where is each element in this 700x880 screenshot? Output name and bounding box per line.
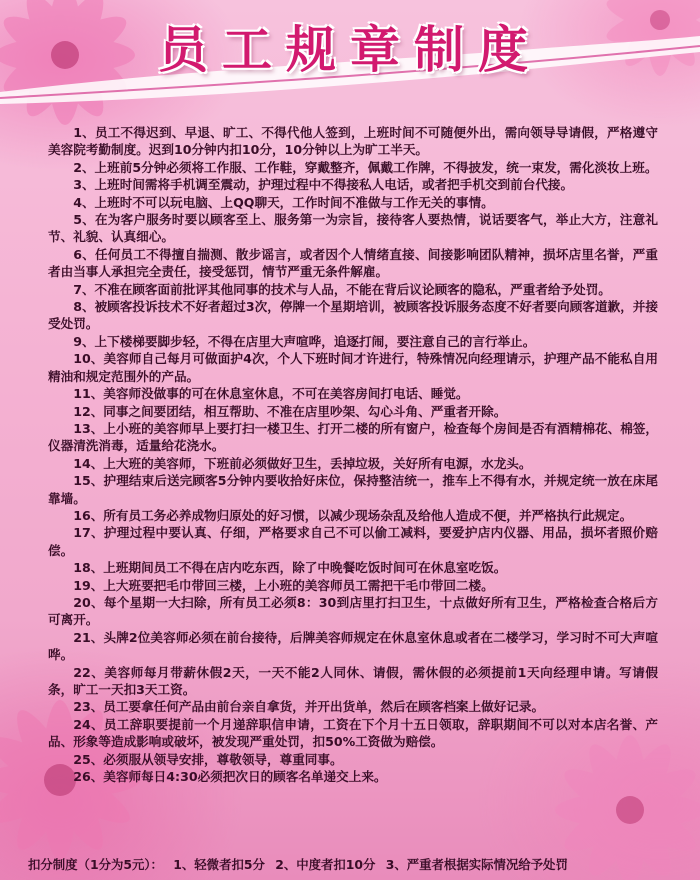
deduction-policy	[28, 855, 688, 873]
deduction-policy-item: 1、轻微者扣5分	[173, 857, 265, 872]
deduction-policy-item: 2、中度者扣10分	[275, 857, 376, 872]
rule-item: 3、上班时间需将手机调至震动，护理过程中不得接私人电话，或者把手机交到前台代接。	[73, 177, 574, 193]
rule-item: 2、上班前5分钟必须将工作服、工作鞋，穿戴整齐，佩戴工作牌，不得披发，统一束发，需化淡妆上班。	[73, 159, 658, 175]
rule-item: 21、头牌2位美容师必须在前台接待，后牌美容师规定在休息室休息或者在二楼学习，学习时不可大声喧哗。	[48, 629, 658, 663]
rule-item: 10、美容师自己每月可做面护4次，个人下班时间才许进行，特殊情况向经理请示，护理产品不能私自用精油和规定范围外的产品。	[48, 351, 658, 384]
page-title: 员工规章制度	[158, 20, 542, 79]
rule-item: 6、任何员工不得擅自揣测、散步谣言，或者因个人情绪直接、间接影响团队精神，损坏店里名誉，严重者由当事人承担完全责任，接受惩罚，情节严重无条件解雇。	[48, 246, 658, 280]
rule-item: 25、必须服从领导安排，尊敬领导，尊重同事。	[73, 751, 343, 767]
rule-item: 11、美容师没做事的可在休息室休息，不可在美容房间打电话、睡觉。	[73, 386, 469, 402]
rule-item: 8、被顾客投诉技术不好者超过3次，停牌一个星期培训，被顾客投诉服务态度不好者要向顾客道歉，并接受处罚。	[48, 299, 658, 332]
deduction-policy-label: 扣分制度（1分为5元）：	[28, 857, 163, 872]
rule-item: 12、同事之间要团结，相互帮助、不准在店里吵架、勾心斗角、严重者开除。	[73, 403, 507, 419]
rules-list	[48, 124, 658, 785]
rule-item: 7、不准在顾客面前批评其他同事的技术与人品，不能在背后议论顾客的隐私，严重者给予处罚。	[73, 281, 611, 297]
rule-item: 14、上大班的美容师，下班前必须做好卫生，丢掉垃圾，关好所有电源，水龙头。	[73, 455, 532, 471]
rule-item: 19、上大班要把毛巾带回三楼，上小班的美容师员工需把干毛巾带回二楼。	[73, 577, 494, 593]
rule-item: 4、上班时不可以玩电脑、上QQ聊天，工作时间不准做与工作无关的事情。	[73, 194, 494, 210]
rule-item: 20、每个星期一大扫除，所有员工必须8：30到店里打扫卫生，十点做好所有卫生，严格检查合格后方可离开。	[48, 594, 658, 628]
rule-item: 24、员工辞职要提前一个月递辞职信申请，工资在下个月十五日领取，辞职期间不可以对本店名誉、产品、形象等造成影响或破坏，被发现严重处罚，扣50%工资做为赔偿。	[48, 716, 658, 750]
rule-item: 13、上小班的美容师早上要打扫一楼卫生、打开二楼的所有窗户，检查每个房间是否有酒精棉花、棉签，仪器清洗消毒，适量给花浇水。	[48, 420, 658, 454]
rule-item: 26、美容师每日4:30必须把次日的顾客名单递交上来。	[73, 769, 387, 785]
rule-item: 1、员工不得迟到、早退、旷工、不得代他人签到，上班时间不可随便外出，需向领导导请假，严格遵守美容院考勤制度。迟到10分钟内扣10分，10分钟以上为旷工半天。	[48, 125, 658, 158]
rule-item: 23、员工要拿任何产品由前台亲自拿货，并开出货单，然后在顾客档案上做好记录。	[73, 699, 545, 715]
rule-item: 16、所有员工务必养成物归原处的好习惯，以减少现场杂乱及给他人造成不便，并严格执行此规定。	[73, 507, 633, 523]
rule-item: 15、护理结束后送完顾客5分钟内要收拾好床位，保持整洁统一，推车上不得有水，并规定统一放在床尾靠墙。	[48, 473, 658, 506]
rule-item: 5、在为客户服务时要以顾客至上、服务第一为宗旨，接待客人要热情，说话要客气，举止大方，注意礼节、礼貌、认真细心。	[48, 212, 658, 245]
rule-item: 18、上班期间员工不得在店内吃东西，除了中晚餐吃饭时间可在休息室吃饭。	[73, 560, 507, 576]
deduction-policy-item: 3、严重者根据实际情况给予处罚	[385, 857, 568, 872]
rule-item: 22、美容师每月带薪休假2天，一天不能2人同休、请假，需休假的必须提前1天向经理申请。写请假条，旷工一天扣3天工资。	[48, 664, 658, 697]
rule-item: 17、护理过程中要认真、仔细，严格要求自己不可以偷工减料，要爱护店内仪器、用品，损坏者照价赔偿。	[48, 525, 658, 558]
rule-item: 9、上下楼梯要脚步轻，不得在店里大声喧哗，追逐打闹，要注意自己的言行举止。	[73, 333, 536, 349]
